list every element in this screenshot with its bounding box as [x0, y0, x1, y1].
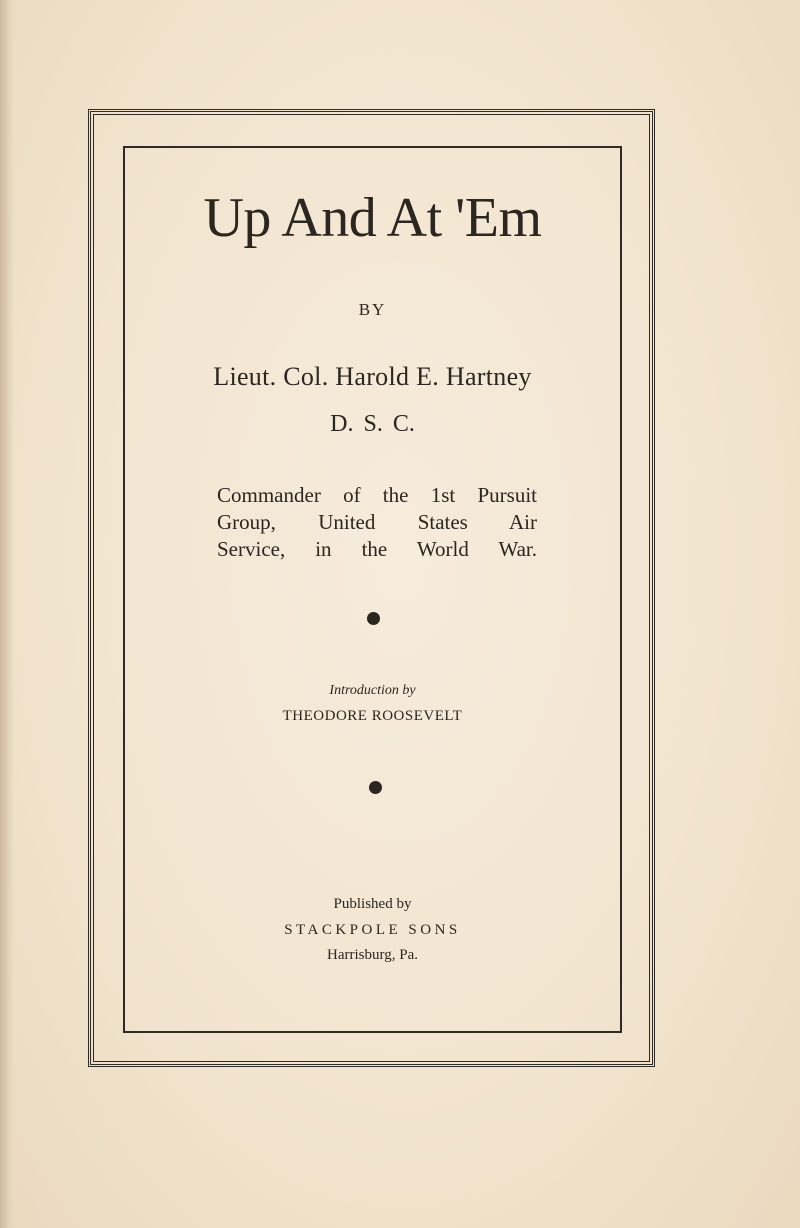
ornament-dot	[369, 781, 382, 794]
introduction-author: THEODORE ROOSEVELT	[282, 708, 463, 724]
book-title: Up And At 'Em	[203, 187, 542, 249]
author-description-line: Group, United States Air	[217, 510, 537, 534]
author-description-line: Commander of the 1st Pursuit	[217, 483, 537, 507]
author-description-line: Service, in the World War.	[217, 537, 537, 561]
author-honor: D. S. C.	[330, 411, 415, 437]
publisher-location: Harrisburg, Pa.	[327, 947, 418, 963]
publisher-name: STACKPOLE SONS	[284, 922, 461, 938]
page-gutter-edge	[0, 0, 14, 1228]
by-label: BY	[358, 300, 387, 319]
published-by-label: Published by	[333, 896, 412, 912]
ornament-dot	[367, 612, 380, 625]
author-name: Lieut. Col. Harold E. Hartney	[213, 362, 532, 391]
introduction-label: Introduction by	[329, 683, 416, 698]
